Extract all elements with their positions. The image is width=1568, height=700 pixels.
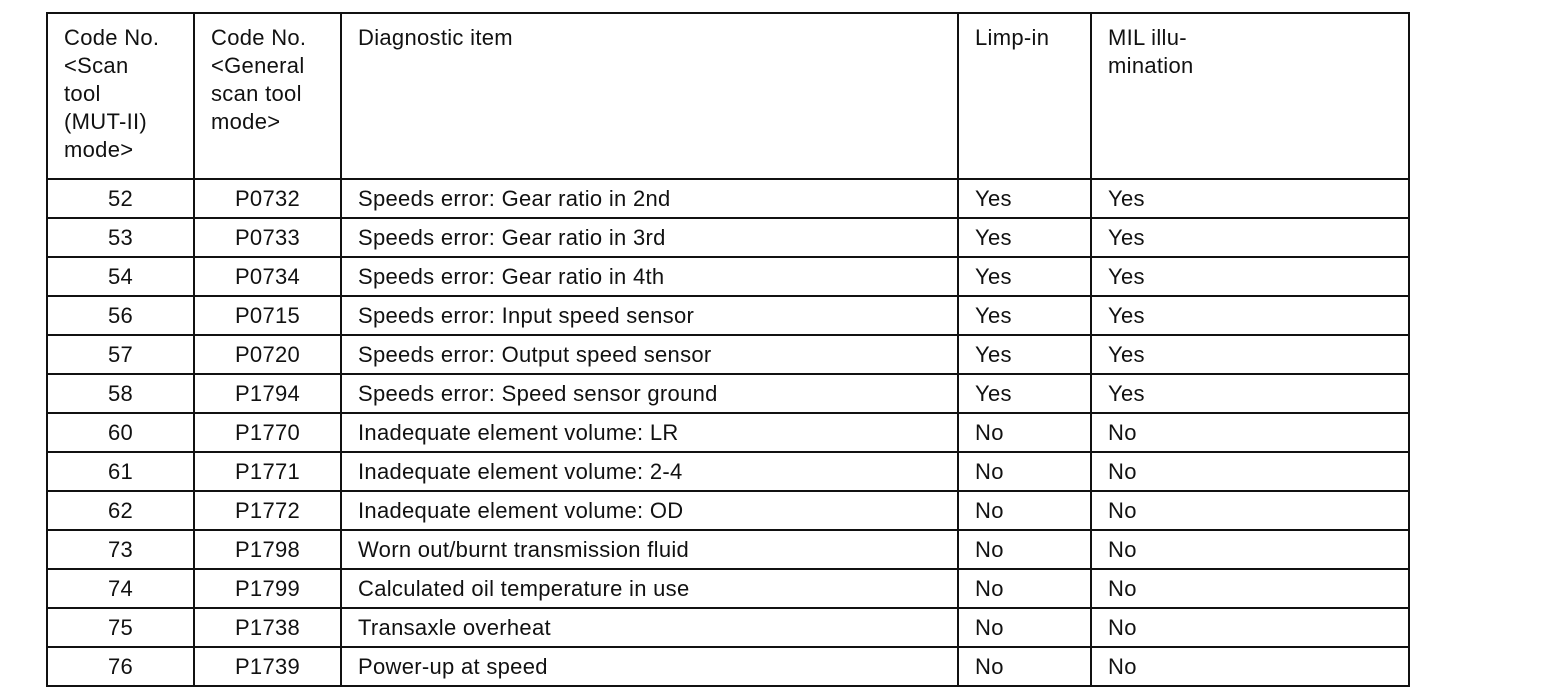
table-row (47, 569, 1409, 608)
diagnostic-code-table-frame (46, 12, 1408, 686)
cell-diagnostic-item: Inadequate element volume: OD (341, 491, 958, 530)
cell-limp-in: Yes (958, 179, 1091, 218)
table-body (47, 179, 1409, 686)
cell-diagnostic-item: Power-up at speed (341, 647, 958, 686)
cell-diagnostic-item: Inadequate element volume: LR (341, 413, 958, 452)
cell-diagnostic-item: Speeds error: Gear ratio in 3rd (341, 218, 958, 257)
cell-code-general: P0733 (194, 218, 341, 257)
cell-code-general: P1798 (194, 530, 341, 569)
table-row (47, 608, 1409, 647)
header-code-mut-ii: Code No. <Scan tool (MUT-II) mode> (47, 13, 194, 179)
cell-code-mut-ii: 58 (47, 374, 194, 413)
header-code-general-scan: Code No. <General scan tool mode> (194, 13, 341, 179)
cell-code-general: P1794 (194, 374, 341, 413)
cell-diagnostic-item: Speeds error: Gear ratio in 4th (341, 257, 958, 296)
cell-code-mut-ii: 54 (47, 257, 194, 296)
cell-code-general: P1772 (194, 491, 341, 530)
cell-code-mut-ii: 57 (47, 335, 194, 374)
table-row (47, 374, 1409, 413)
cell-code-general: P1799 (194, 569, 341, 608)
cell-limp-in: No (958, 491, 1091, 530)
cell-mil-illumination: Yes (1091, 257, 1409, 296)
cell-code-mut-ii: 62 (47, 491, 194, 530)
cell-code-mut-ii: 61 (47, 452, 194, 491)
header-diagnostic-item: Diagnostic item (341, 13, 958, 179)
cell-mil-illumination: No (1091, 413, 1409, 452)
cell-limp-in: Yes (958, 257, 1091, 296)
cell-limp-in: Yes (958, 296, 1091, 335)
cell-diagnostic-item: Worn out/burnt transmission fluid (341, 530, 958, 569)
cell-code-general: P1739 (194, 647, 341, 686)
header-mil-illumination: MIL illu- mination (1091, 13, 1409, 179)
table-row (47, 647, 1409, 686)
cell-code-general: P0732 (194, 179, 341, 218)
cell-code-mut-ii: 52 (47, 179, 194, 218)
cell-code-general: P1771 (194, 452, 341, 491)
table-row (47, 179, 1409, 218)
header-limp-in: Limp-in (958, 13, 1091, 179)
diagnostic-code-table (46, 12, 1410, 687)
cell-mil-illumination: No (1091, 569, 1409, 608)
cell-mil-illumination: Yes (1091, 218, 1409, 257)
cell-limp-in: No (958, 647, 1091, 686)
cell-mil-illumination: No (1091, 530, 1409, 569)
cell-diagnostic-item: Speeds error: Output speed sensor (341, 335, 958, 374)
cell-limp-in: No (958, 530, 1091, 569)
cell-diagnostic-item: Transaxle overheat (341, 608, 958, 647)
cell-mil-illumination: Yes (1091, 374, 1409, 413)
cell-limp-in: No (958, 413, 1091, 452)
cell-limp-in: Yes (958, 218, 1091, 257)
cell-code-mut-ii: 76 (47, 647, 194, 686)
table-row (47, 218, 1409, 257)
table-header-row (47, 13, 1409, 179)
cell-code-general: P0734 (194, 257, 341, 296)
table-row (47, 491, 1409, 530)
cell-limp-in: Yes (958, 335, 1091, 374)
cell-diagnostic-item: Speeds error: Speed sensor ground (341, 374, 958, 413)
cell-mil-illumination: Yes (1091, 335, 1409, 374)
cell-limp-in: Yes (958, 374, 1091, 413)
cell-code-mut-ii: 53 (47, 218, 194, 257)
cell-code-general: P1738 (194, 608, 341, 647)
cell-code-mut-ii: 74 (47, 569, 194, 608)
cell-code-mut-ii: 56 (47, 296, 194, 335)
cell-limp-in: No (958, 608, 1091, 647)
cell-diagnostic-item: Calculated oil temperature in use (341, 569, 958, 608)
cell-code-mut-ii: 73 (47, 530, 194, 569)
cell-code-general: P0720 (194, 335, 341, 374)
cell-mil-illumination: Yes (1091, 296, 1409, 335)
cell-mil-illumination: No (1091, 452, 1409, 491)
table-row (47, 257, 1409, 296)
table-row (47, 296, 1409, 335)
cell-mil-illumination: Yes (1091, 179, 1409, 218)
table-row (47, 452, 1409, 491)
cell-code-mut-ii: 75 (47, 608, 194, 647)
cell-limp-in: No (958, 569, 1091, 608)
cell-limp-in: No (958, 452, 1091, 491)
table-row (47, 413, 1409, 452)
cell-mil-illumination: No (1091, 491, 1409, 530)
cell-diagnostic-item: Speeds error: Input speed sensor (341, 296, 958, 335)
table-row (47, 530, 1409, 569)
cell-code-general: P1770 (194, 413, 341, 452)
cell-code-mut-ii: 60 (47, 413, 194, 452)
cell-mil-illumination: No (1091, 647, 1409, 686)
cell-mil-illumination: No (1091, 608, 1409, 647)
table-row (47, 335, 1409, 374)
cell-code-general: P0715 (194, 296, 341, 335)
cell-diagnostic-item: Speeds error: Gear ratio in 2nd (341, 179, 958, 218)
cell-diagnostic-item: Inadequate element volume: 2-4 (341, 452, 958, 491)
